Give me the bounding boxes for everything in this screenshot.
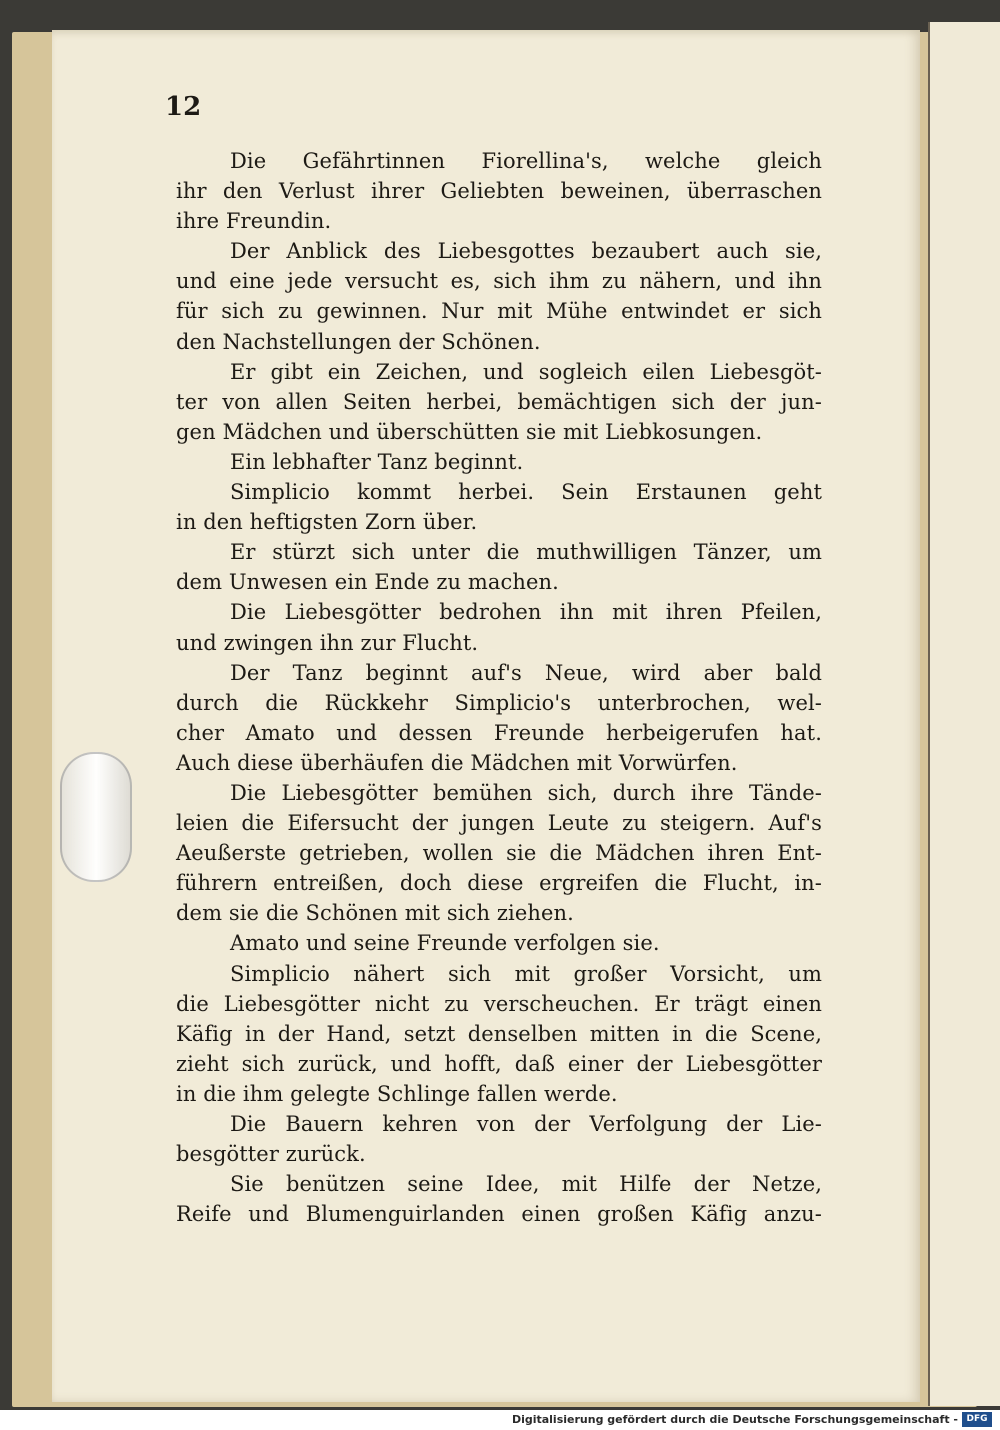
funding-notice: Digitalisierung gefördert durch die Deutsche Forschungsgemeinschaft - bbox=[511, 1413, 958, 1426]
text-line: in den heftigsten Zorn über. bbox=[176, 510, 478, 535]
text-line: Amato und seine Freunde verfolgen sie. bbox=[230, 931, 660, 956]
page-clip-holder bbox=[60, 752, 132, 882]
page-text bbox=[176, 146, 822, 1229]
dfg-logo: DFG bbox=[962, 1412, 992, 1427]
text-line: Käfig in der Hand, setzt denselben mitten in die Scene, bbox=[176, 1021, 822, 1046]
text-line: für sich zu gewinnen. Nur mit Mühe entwindet er sich bbox=[176, 299, 822, 324]
text-line: Der Tanz beginnt auf's Neue, wird aber bald bbox=[230, 660, 822, 685]
text-line: ter von allen Seiten herbei, bemächtigen sich der jun- bbox=[176, 389, 822, 414]
text-line: Die Liebesgötter bedrohen ihn mit ihren Pfeilen, bbox=[230, 600, 822, 625]
text-line: Simplicio nähert sich mit großer Vorsicht, um bbox=[230, 961, 822, 986]
text-line: durch die Rückkehr Simplicio's unterbrochen, wel- bbox=[176, 690, 822, 715]
text-line: die Liebesgötter nicht zu verscheuchen. Er trägt einen bbox=[176, 991, 822, 1016]
text-line: Die Bauern kehren von der Verfolgung der Lie- bbox=[230, 1112, 822, 1136]
text-line: dem Unwesen ein Ende zu machen. bbox=[176, 570, 559, 595]
page-number: 12 bbox=[165, 92, 202, 122]
text-line: Aeußerste getrieben, wollen sie die Mädchen ihren Ent- bbox=[176, 841, 822, 866]
text-line: leien die Eifersucht der jungen Leute zu steigern. Auf's bbox=[176, 811, 822, 836]
text-line: besgötter zurück. bbox=[176, 1142, 366, 1167]
text-line: Sie benützen seine Idee, mit Hilfe der Netze, bbox=[230, 1172, 822, 1197]
text-line: Reife und Blumenguirlanden einen großen Käfig anzu- bbox=[176, 1202, 822, 1227]
footer-bar bbox=[0, 1410, 1000, 1430]
text-line: und zwingen ihn zur Flucht. bbox=[176, 630, 479, 655]
text-line: Der Anblick des Liebesgottes bezaubert auch sie, bbox=[230, 239, 822, 264]
text-line: gen Mädchen und überschütten sie mit Liebkosungen. bbox=[176, 419, 763, 444]
text-line: in die ihm gelegte Schlinge fallen werde. bbox=[176, 1081, 618, 1106]
text-line: ihre Freundin. bbox=[176, 209, 332, 234]
text-line: Er stürzt sich unter die muthwilligen Tänzer, um bbox=[230, 540, 822, 565]
text-line: cher Amato und dessen Freunde herbeigerufen hat. bbox=[176, 720, 822, 745]
text-line: Ein lebhafter Tanz beginnt. bbox=[230, 449, 524, 474]
text-line: zieht sich zurück, und hofft, daß einer der Liebesgötter bbox=[176, 1051, 822, 1076]
text-line: Die Gefährtinnen Fiorellina's, welche gleich bbox=[230, 149, 822, 173]
text-line: den Nachstellungen der Schönen. bbox=[176, 329, 541, 354]
text-line: Er gibt ein Zeichen, und sogleich eilen Liebesgöt- bbox=[230, 359, 822, 384]
facing-page-edge bbox=[928, 22, 1000, 1406]
text-line: Simplicio kommt herbei. Sein Erstaunen geht bbox=[230, 480, 822, 505]
text-line: ihr den Verlust ihrer Geliebten beweinen, überraschen bbox=[176, 179, 822, 204]
text-line: Die Liebesgötter bemühen sich, durch ihre Tände- bbox=[230, 780, 822, 805]
text-line: dem sie die Schönen mit sich ziehen. bbox=[176, 901, 574, 926]
text-line: und eine jede versucht es, sich ihm zu nähern, und ihn bbox=[176, 269, 822, 294]
text-line: Auch diese überhäufen die Mädchen mit Vorwürfen. bbox=[176, 750, 738, 775]
text-line: führern entreißen, doch diese ergreifen die Flucht, in- bbox=[176, 871, 822, 896]
